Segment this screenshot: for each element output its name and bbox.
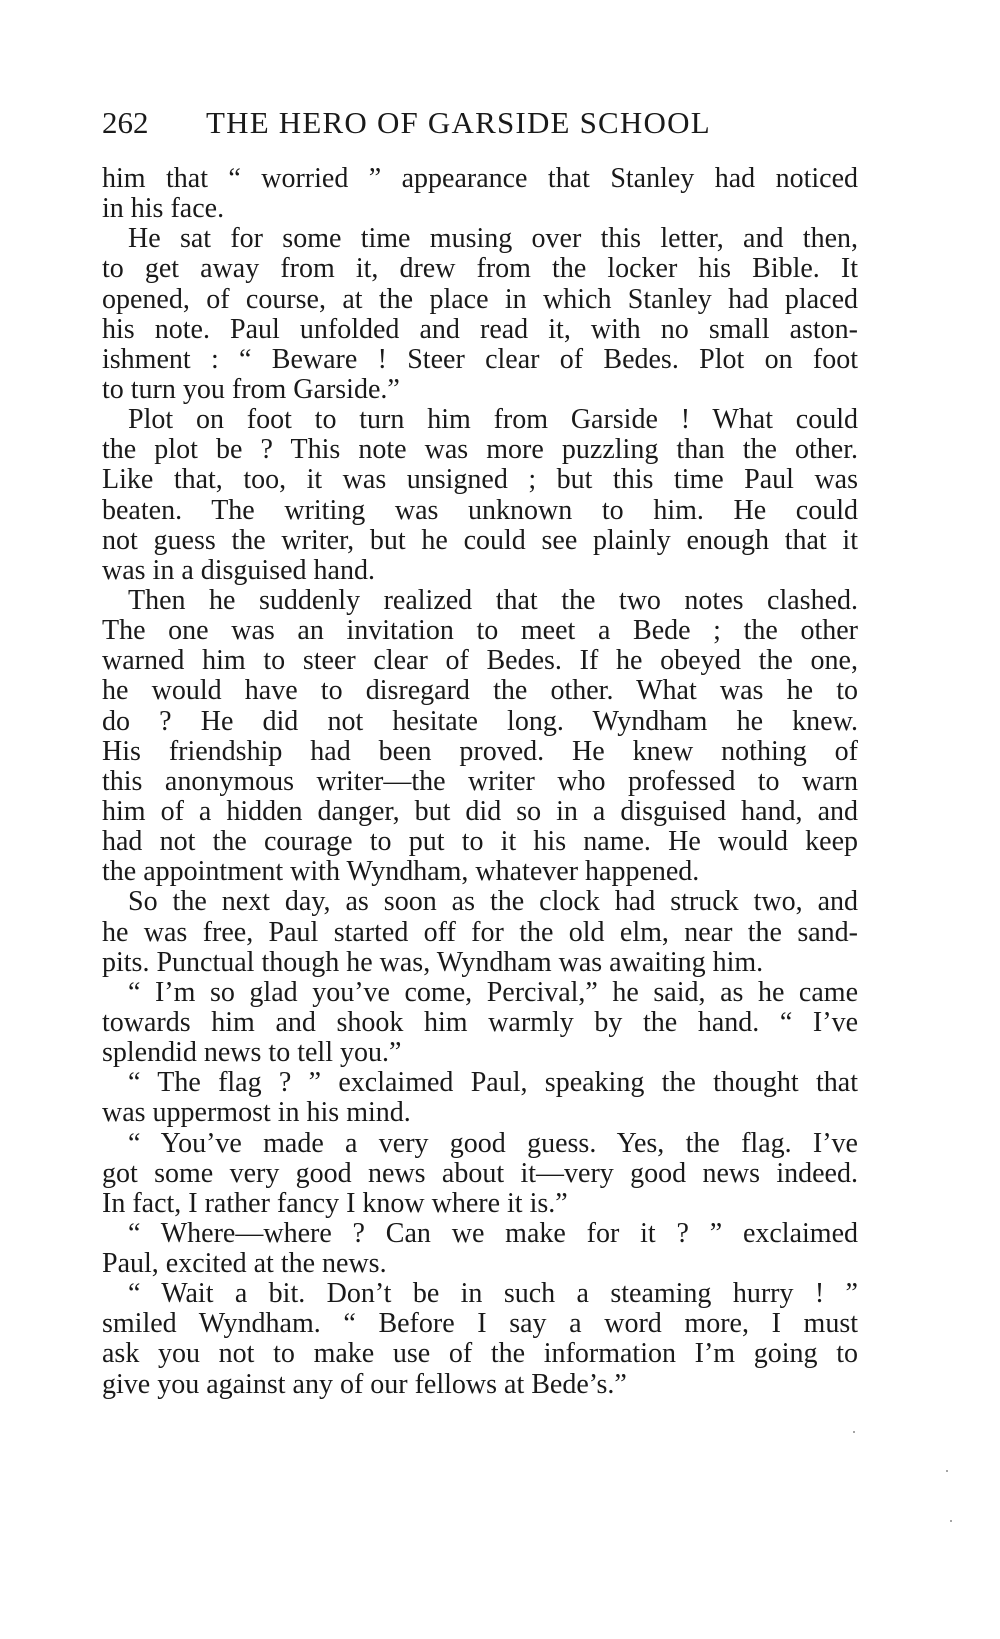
text-line: Then he suddenly realized that the two notes clashed. <box>128 584 858 616</box>
text-line: pits. Punctual though he was, Wyndham was awaiting him. <box>102 946 764 978</box>
text-line: had not the courage to put to it his name. He would keep <box>102 826 858 858</box>
text-line: got some very good news about it—very good news indeed. <box>102 1157 858 1189</box>
page-number: 262 <box>102 105 149 140</box>
text-line: His friendship had been proved. He knew nothing of <box>102 735 858 767</box>
text-line: this anonymous writer—the writer who professed to warn <box>102 765 858 797</box>
text-line: ishment : “ Beware ! Steer clear of Bedes. Plot on foot <box>102 343 858 375</box>
text-line: was in a disguised hand. <box>102 554 375 586</box>
text-line: was uppermost in his mind. <box>102 1097 411 1129</box>
text-line: “ You’ve made a very good guess. Yes, the flag. I’ve <box>128 1127 858 1159</box>
text-line: The one was an invitation to meet a Bede ; the other <box>102 615 858 647</box>
print-speck <box>853 1431 855 1433</box>
text-line: ask you not to make use of the information I’m going to <box>102 1338 858 1370</box>
text-line: the appointment with Wyndham, whatever happened. <box>102 856 700 888</box>
text-line: warned him to steer clear of Bedes. If he obeyed the one, <box>102 645 858 677</box>
page-header <box>102 100 762 146</box>
text-line: beaten. The writing was unknown to him. He could <box>102 494 858 526</box>
text-line: towards him and shook him warmly by the hand. “ I’ve <box>102 1006 858 1038</box>
text-line: So the next day, as soon as the clock had struck two, and <box>128 886 858 918</box>
print-speck <box>950 1520 952 1522</box>
text-line: “ I’m so glad you’ve come, Percival,” he said, as he came <box>128 976 858 1008</box>
text-line: “ Wait a bit. Don’t be in such a steaming hurry ! ” <box>128 1278 858 1310</box>
text-line: to get away from it, drew from the locker his Bible. It <box>102 253 858 285</box>
text-line: Plot on foot to turn him from Garside ! What could <box>128 404 858 436</box>
text-line: he would have to disregard the other. What was he to <box>102 675 858 707</box>
text-line: the plot be ? This note was more puzzling than the other. <box>102 434 858 466</box>
text-line: do ? He did not hesitate long. Wyndham he knew. <box>102 705 858 737</box>
text-line: In fact, I rather fancy I know where it is.” <box>102 1187 568 1219</box>
running-head: THE HERO OF GARSIDE SCHOOL <box>206 105 711 140</box>
text-line: he was free, Paul started off for the old elm, near the sand- <box>102 916 858 948</box>
text-line: not guess the writer, but he could see plainly enough that it <box>102 524 858 556</box>
text-line: in his face. <box>102 193 225 225</box>
text-line: give you against any of our fellows at Bede’s.” <box>102 1368 627 1400</box>
text-line: “ The flag ? ” exclaimed Paul, speaking the thought that <box>128 1067 858 1099</box>
text-line: opened, of course, at the place in which Stanley had placed <box>102 283 858 315</box>
text-line: his note. Paul unfolded and read it, with no small aston- <box>102 313 858 345</box>
text-line: him that “ worried ” appearance that Stanley had noticed <box>102 163 858 194</box>
text-line: splendid news to tell you.” <box>102 1037 402 1069</box>
text-line: him of a hidden danger, but did so in a disguised hand, and <box>102 795 858 827</box>
text-line: “ Where—where ? Can we make for it ? ” exclaimed <box>128 1217 858 1249</box>
text-line: Like that, too, it was unsigned ; but this time Paul was <box>102 464 858 496</box>
body-text <box>102 164 858 1400</box>
text-line: Paul, excited at the news. <box>102 1248 387 1280</box>
text-line: He sat for some time musing over this letter, and then, <box>128 223 858 255</box>
text-line: to turn you from Garside.” <box>102 373 400 405</box>
print-speck <box>946 1470 948 1472</box>
text-line: smiled Wyndham. “ Before I say a word more, I must <box>102 1308 858 1340</box>
